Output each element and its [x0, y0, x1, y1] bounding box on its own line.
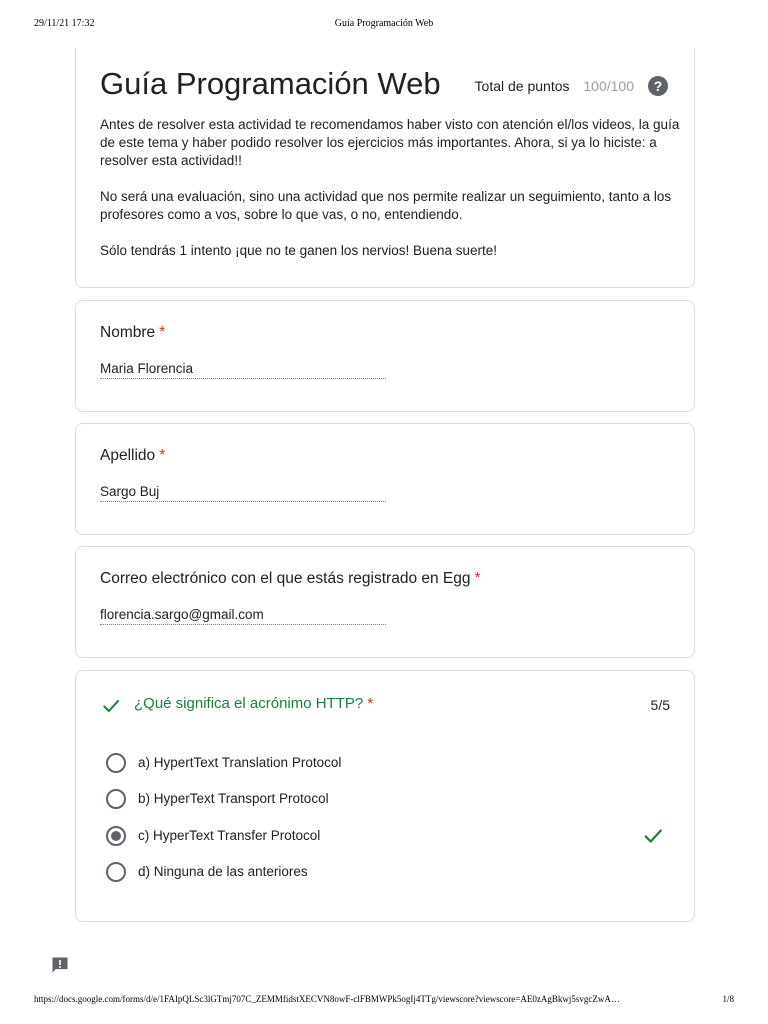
required-asterisk: * — [159, 324, 166, 341]
required-asterisk: * — [474, 570, 481, 587]
required-asterisk: * — [367, 695, 374, 712]
radio-button[interactable] — [106, 753, 126, 773]
option-label: b) HyperText Transport Protocol — [138, 791, 329, 806]
answer-apellido: Sargo Buj — [100, 484, 386, 502]
question-label — [100, 324, 165, 342]
form-title: Guía Programación Web — [100, 66, 441, 101]
option-label: d) Ninguna de las anteriores — [138, 864, 308, 879]
print-date: 29/11/21 17:32 — [34, 18, 95, 29]
print-header — [0, 14, 768, 34]
question-label — [100, 570, 481, 588]
option-a[interactable] — [106, 751, 666, 775]
check-icon — [101, 696, 121, 716]
question-card-nombre — [75, 300, 695, 412]
question-label — [100, 447, 165, 465]
total-score-value: 100/100 — [583, 78, 634, 94]
option-label: c) HyperText Transfer Protocol — [138, 828, 321, 843]
print-page-number: 1/8 — [722, 994, 734, 1004]
question-label-text: Apellido — [100, 447, 156, 464]
option-c[interactable] — [106, 824, 666, 848]
radio-button[interactable] — [106, 862, 126, 882]
option-d[interactable] — [106, 860, 666, 884]
radio-button-selected[interactable] — [106, 826, 126, 846]
print-footer — [0, 990, 768, 1010]
quiz-question-title — [134, 695, 373, 712]
question-label-text: Correo electrónico con el que estás registrado en Egg — [100, 570, 471, 587]
required-asterisk: * — [159, 447, 166, 464]
print-url: https://docs.google.com/forms/d/e/1FAIpQLSc3lGTmj707C_ZEMMfidstXECVN8owF-clFBMWPk5ogIj4TTg/viewscore?viewscore=AE0zAgBkwj5svgcZwA… — [34, 994, 620, 1004]
option-b[interactable] — [106, 787, 666, 811]
form-header-card — [75, 48, 695, 288]
total-score-label: Total de puntos — [474, 78, 570, 94]
help-circle-icon[interactable]: ? — [648, 76, 668, 96]
quiz-question-card — [75, 670, 695, 922]
correct-check-icon — [642, 825, 664, 847]
quiz-question-text: ¿Qué significa el acrónimo HTTP? — [134, 695, 364, 712]
description-paragraph: No será una evaluación, sino una actividad que nos permite realizar un seguimiento, tanto a los profesores como a vos, sobre lo que vas, o no, entendiendo. — [100, 189, 672, 222]
answer-email: florencia.sargo@gmail.com — [100, 607, 386, 625]
print-title: Guía Programación Web — [334, 18, 434, 29]
form-description — [100, 116, 680, 278]
report-feedback-icon[interactable] — [50, 955, 70, 975]
radio-button[interactable] — [106, 789, 126, 809]
question-card-apellido — [75, 423, 695, 535]
question-card-email — [75, 546, 695, 658]
total-score — [475, 78, 634, 94]
quiz-points: 5/5 — [650, 697, 670, 713]
question-label-text: Nombre — [100, 324, 156, 341]
option-label: a) HypertText Translation Protocol — [138, 755, 342, 770]
description-paragraph: Antes de resolver esta actividad te recomendamos haber visto con atención el/los videos, la guía de este tema y haber podido resolver los ejercicios más importantes. Ahora, si ya lo hiciste: a resolver esta actividad!! — [100, 117, 680, 168]
description-paragraph: Sólo tendrás 1 intento ¡que no te ganen los nervios! Buena suerte! — [100, 243, 498, 258]
answer-nombre: Maria Florencia — [100, 361, 386, 379]
